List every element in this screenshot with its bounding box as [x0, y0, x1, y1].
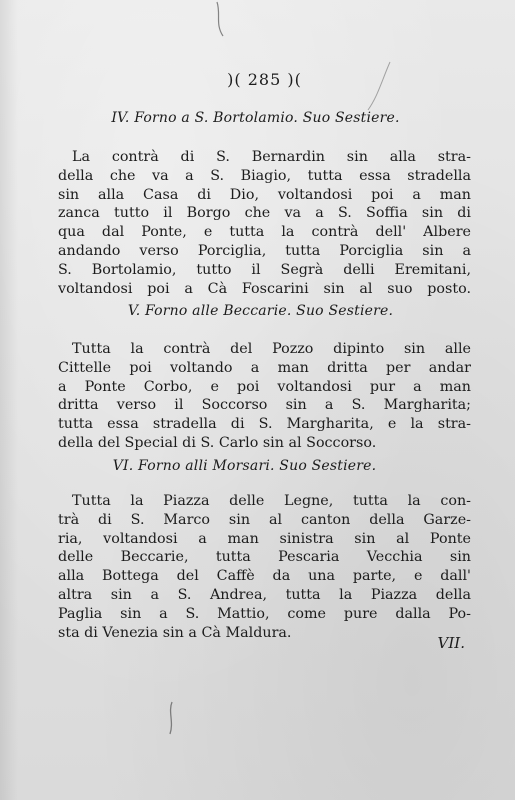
section-heading-vi: VI. Forno alli Morsari. Suo Sestiere.: [112, 458, 377, 474]
pen-mark-bottom: [158, 700, 188, 740]
text-line: della del Special di S. Carlo sin al Soccorso.: [58, 434, 377, 451]
catchword: VII.: [437, 634, 465, 652]
text-line: sta di Venezia sin a Cà Maldura.: [58, 624, 292, 641]
text-line: tutta essa stradella di S. Margharita, e la stra-: [58, 416, 471, 433]
text-line: Tutta la contrà del Pozzo dipinto sin alle: [72, 341, 471, 357]
text-line: alla Bottega del Caffè da una parte, e dall': [58, 568, 471, 585]
section-heading-iv: IV. Forno a S. Bortolamio. Suo Sestiere.: [111, 110, 400, 126]
text-line: ria, voltandosi a man sinistra sin al Ponte: [58, 530, 471, 547]
text-line: sin alla Casa di Dio, voltandosi poi a man: [58, 186, 471, 203]
text-line: Tutta la Piazza delle Legne, tutta la con-: [72, 493, 471, 509]
text-line: a Ponte Corbo, e poi voltandosi pur a man: [58, 378, 471, 395]
section-paragraph-iv: [58, 148, 471, 298]
text-line: qua dal Ponte, e tutta la contrà dell' Albere: [58, 224, 471, 241]
text-line: zanca tutto il Borgo che va a S. Soffia sin di: [58, 205, 471, 222]
text-line: altra sin a S. Andrea, tutta la Piazza della: [58, 586, 471, 603]
text-line: Cittelle poi voltando a man dritta per andar: [58, 359, 471, 376]
section-heading-v: V. Forno alle Beccarie. Suo Sestiere.: [127, 303, 394, 319]
pen-mark-top: [205, 0, 235, 40]
text-line: Paglia sin a S. Mattio, come pure dalla Po-: [58, 605, 471, 622]
text-line: voltandosi poi a Cà Foscarini sin al suo posto.: [58, 280, 471, 297]
text-line: della che va a S. Biagio, tutta essa stradella: [58, 167, 471, 184]
page-number: )( 285 )(: [227, 70, 302, 89]
section-paragraph-v: [58, 340, 471, 453]
text-line: delle Beccarie, tutta Pescaria Vecchia sin: [58, 549, 471, 566]
text-line: trà di S. Marco sin al canton della Garze-: [58, 511, 471, 528]
text-line: andando verso Porciglia, tutta Porciglia sin a: [58, 242, 471, 259]
text-line: dritta verso il Soccorso sin a S. Margharita;: [58, 397, 471, 414]
text-line: S. Bortolamio, tutto il Segrà delli Eremitani,: [58, 261, 471, 278]
section-paragraph-vi: [58, 492, 471, 642]
text-line: La contrà di S. Bernardin sin alla stra-: [72, 149, 471, 165]
